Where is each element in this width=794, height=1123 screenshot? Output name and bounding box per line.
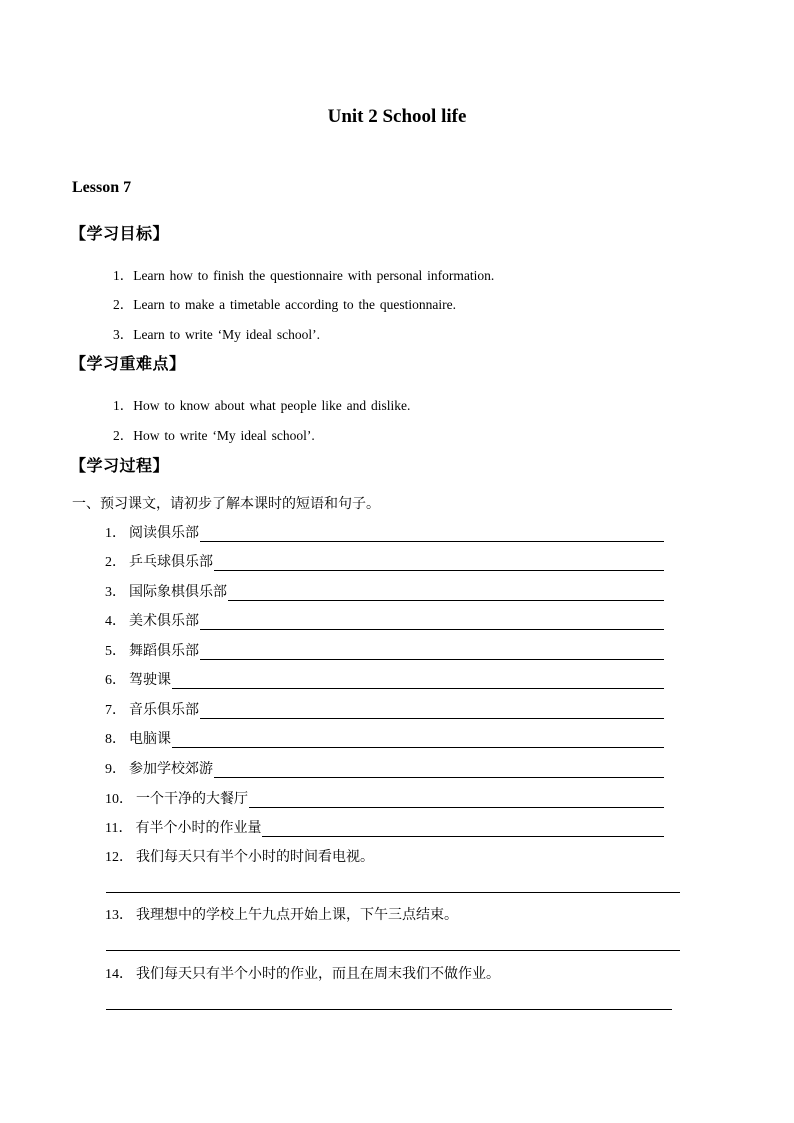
phrase-row: 3． 国际象棋俱乐部 xyxy=(105,579,664,601)
answer-blank[interactable] xyxy=(200,523,664,542)
answer-line[interactable] xyxy=(106,892,680,893)
phrase-row: 10． 一个干净的大餐厅 xyxy=(105,786,664,808)
lesson-heading: Lesson 7 xyxy=(72,179,132,196)
phrase-row: 1． 阅读俱乐部 xyxy=(105,520,664,542)
phrase-row: 2． 乒乓球俱乐部 xyxy=(105,549,664,571)
section-objectives-heading: 【学习目标】 xyxy=(70,224,170,243)
section-process-heading: 【学习过程】 xyxy=(70,456,170,475)
phrase-row: 5． 舞蹈俱乐部 xyxy=(105,638,664,660)
phrase-row: 8． 电脑课 xyxy=(105,726,664,748)
key-point-item: 1．How to know about what people like and dislike. xyxy=(113,398,411,413)
sentence-prompt: 12． 我们每天只有半个小时的时间看电视。 xyxy=(105,849,374,865)
sentence-prompt: 13． 我理想中的学校上午九点开始上课，下午三点结束。 xyxy=(105,907,458,923)
key-point-item: 2．How to write ‘My ideal school’. xyxy=(113,428,315,443)
phrase-row: 6． 驾驶课 xyxy=(105,667,664,689)
section-key-points-heading: 【学习重难点】 xyxy=(70,354,186,373)
answer-line[interactable] xyxy=(106,950,680,951)
exercise-instruction: 一、预习课文，请初步了解本课时的短语和句子。 xyxy=(72,496,380,512)
phrase-row: 11． 有半个小时的作业量 xyxy=(105,815,664,837)
answer-blank[interactable] xyxy=(214,552,664,571)
sentence-prompt: 14． 我们每天只有半个小时的作业，而且在周末我们不做作业。 xyxy=(105,966,500,982)
answer-blank[interactable] xyxy=(228,582,664,601)
answer-blank[interactable] xyxy=(200,700,664,719)
objective-item: 2．Learn to make a timetable according to the questionnaire. xyxy=(113,297,457,312)
answer-blank[interactable] xyxy=(172,670,664,689)
answer-blank[interactable] xyxy=(214,759,664,778)
answer-blank[interactable] xyxy=(200,641,664,660)
page-title: Unit 2 School life xyxy=(327,106,467,127)
phrase-row: 9． 参加学校郊游 xyxy=(105,756,664,778)
answer-blank[interactable] xyxy=(249,789,664,808)
answer-blank[interactable] xyxy=(200,611,664,630)
objective-item: 3．Learn to write ‘My ideal school’. xyxy=(113,327,320,342)
answer-blank[interactable] xyxy=(262,818,664,837)
phrase-row: 7． 音乐俱乐部 xyxy=(105,697,664,719)
phrase-row: 4． 美术俱乐部 xyxy=(105,608,664,630)
objective-item: 1．Learn how to finish the questionnaire with personal information. xyxy=(113,268,495,283)
answer-blank[interactable] xyxy=(172,729,664,748)
answer-line[interactable] xyxy=(106,1009,672,1010)
